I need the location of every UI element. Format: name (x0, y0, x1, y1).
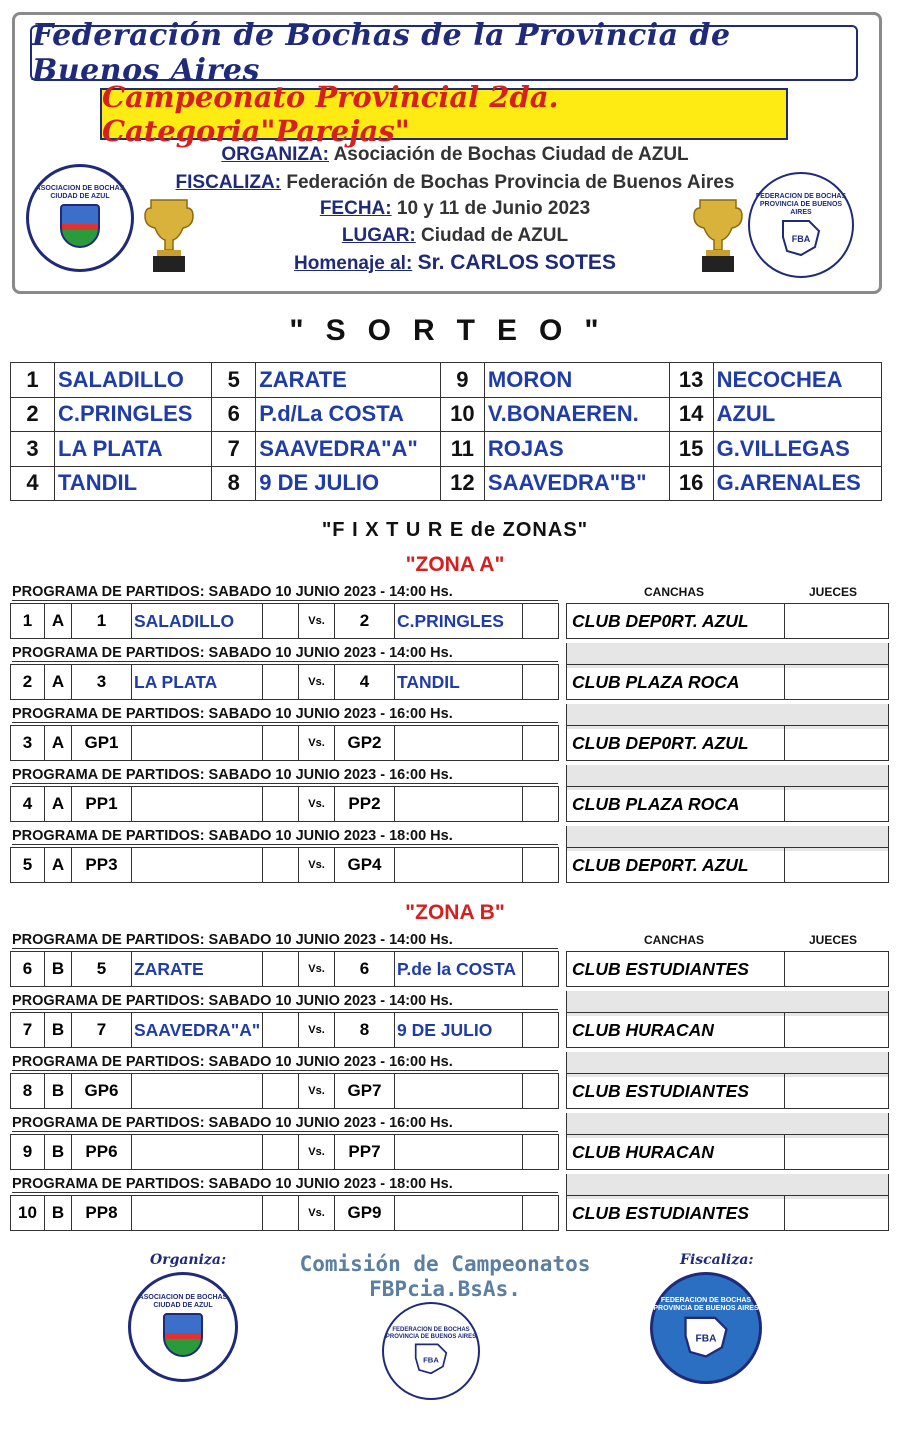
match-number: 9 (11, 1135, 45, 1169)
team1-score (263, 787, 299, 821)
homenaje-label: Homenaje al: (294, 253, 413, 274)
shield-icon (60, 204, 100, 248)
team2-code: GP7 (335, 1074, 395, 1108)
court-name: CLUB HURACAN (567, 1013, 785, 1047)
versus-label: Vs. (299, 952, 335, 986)
court-name: CLUB DEP0RT. AZUL (567, 604, 785, 638)
draw-team: SAAVEDRA"B" (484, 466, 669, 501)
jueces-header: JUECES (809, 585, 858, 599)
versus-label: Vs. (299, 1196, 335, 1230)
team2-name (395, 787, 523, 821)
team2-name (395, 1135, 523, 1169)
fiscaliza-value: Federación de Bochas Provincia de Buenos Aires (286, 172, 735, 193)
team1-code: 7 (72, 1013, 132, 1047)
team2-score (523, 848, 558, 882)
draw-team: SAAVEDRA"A" (256, 432, 441, 467)
court-cell (566, 603, 889, 639)
team1-name: SALADILLO (132, 604, 263, 638)
trophy-icon (143, 194, 195, 274)
judge-cell (785, 952, 888, 986)
team2-name: TANDIL (395, 665, 523, 699)
court-cell (566, 951, 889, 987)
fecha-label: FECHA: (319, 198, 392, 219)
match-zone: A (45, 848, 72, 882)
team1-score (263, 1196, 299, 1230)
match-row (10, 1012, 559, 1048)
trophy-icon (692, 194, 744, 274)
match-zone: B (45, 1013, 72, 1047)
footer-comision-logo (382, 1302, 480, 1400)
team1-name (132, 1135, 263, 1169)
team2-name (395, 1196, 523, 1230)
organiza-value: Asociación de Bochas Ciudad de AZUL (333, 144, 689, 165)
footer-federacion-logo-text: FEDERACION DE BOCHAS PROVINCIA DE BUENOS AIRES (653, 1297, 759, 1312)
court-cell (566, 1073, 889, 1109)
judge-cell (785, 787, 888, 821)
canchas-header: CANCHAS (644, 585, 704, 599)
court-name: CLUB DEP0RT. AZUL (567, 848, 785, 882)
province-map-icon (412, 1341, 450, 1375)
sorteo-row (11, 432, 882, 467)
match-number: 6 (11, 952, 45, 986)
svg-text:FBA: FBA (695, 1333, 717, 1345)
team1-code: PP8 (72, 1196, 132, 1230)
match-row (10, 603, 559, 639)
team2-code: GP4 (335, 848, 395, 882)
team1-code: GP1 (72, 726, 132, 760)
draw-team: G.VILLEGAS (713, 432, 881, 467)
fecha-value: 10 y 11 de Junio 2023 (396, 198, 591, 219)
footer-organiza-label: Organiza: (150, 1252, 227, 1268)
team2-name: C.PRINGLES (395, 604, 523, 638)
match-number: 3 (11, 726, 45, 760)
judge-cell (785, 1135, 888, 1169)
court-cell (566, 1012, 889, 1048)
match-row (10, 1195, 559, 1231)
match-row (10, 951, 559, 987)
team2-score (523, 1135, 558, 1169)
program-line: PROGRAMA DE PARTIDOS: SABADO 10 JUNIO 2023 - 16:00 Hs. (12, 1053, 558, 1071)
draw-team: MORON (484, 363, 669, 398)
team1-score (263, 952, 299, 986)
team1-score (263, 1074, 299, 1108)
program-line: PROGRAMA DE PARTIDOS: SABADO 10 JUNIO 2023 - 18:00 Hs. (12, 1175, 558, 1193)
program-line: PROGRAMA DE PARTIDOS: SABADO 10 JUNIO 2023 - 14:00 Hs. (12, 583, 558, 601)
sorteo-row (11, 397, 882, 432)
draw-team: TANDIL (55, 466, 212, 501)
team2-code: GP9 (335, 1196, 395, 1230)
team2-name (395, 1074, 523, 1108)
team2-name: P.de la COSTA (395, 952, 523, 986)
team1-code: 1 (72, 604, 132, 638)
federacion-bochas-logo (748, 172, 854, 278)
match-row (10, 664, 559, 700)
asociacion-azul-logo (26, 164, 134, 272)
team1-name: ZARATE (132, 952, 263, 986)
team1-score (263, 1013, 299, 1047)
program-line: PROGRAMA DE PARTIDOS: SABADO 10 JUNIO 2023 - 16:00 Hs. (12, 1114, 558, 1132)
team1-code: PP1 (72, 787, 132, 821)
draw-team: SALADILLO (55, 363, 212, 398)
judge-cell (785, 604, 888, 638)
court-cell (566, 847, 889, 883)
sorteo-table (10, 362, 882, 501)
match-zone: B (45, 1135, 72, 1169)
team2-code: 2 (335, 604, 395, 638)
judge-cell (785, 1074, 888, 1108)
program-line: PROGRAMA DE PARTIDOS: SABADO 10 JUNIO 2023 - 14:00 Hs. (12, 931, 558, 949)
draw-number: 8 (212, 466, 256, 501)
court-cell (566, 1134, 889, 1170)
match-row (10, 725, 559, 761)
comision-line-2: FBPcia.BsAs. (369, 1277, 521, 1301)
team2-score (523, 1074, 558, 1108)
team1-code: GP6 (72, 1074, 132, 1108)
team1-name (132, 1074, 263, 1108)
comision-line-1: Comisión de Campeonatos (299, 1252, 591, 1276)
team1-code: PP6 (72, 1135, 132, 1169)
draw-team: ROJAS (484, 432, 669, 467)
draw-number: 3 (11, 432, 55, 467)
footer-federacion-logo (650, 1272, 762, 1384)
draw-number: 11 (440, 432, 484, 467)
draw-number: 9 (440, 363, 484, 398)
team1-name (132, 1196, 263, 1230)
zona-a-title: "ZONA A" (405, 553, 505, 576)
organiza-label: ORGANIZA: (221, 144, 329, 165)
match-number: 2 (11, 665, 45, 699)
draw-number: 16 (669, 466, 713, 501)
province-map-icon (779, 217, 823, 257)
court-name: CLUB HURACAN (567, 1135, 785, 1169)
comision-campeonatos (280, 1252, 610, 1302)
footer-fiscaliza-label: Fiscaliza: (680, 1252, 754, 1268)
canchas-header: CANCHAS (644, 933, 704, 947)
draw-number: 1 (11, 363, 55, 398)
program-line: PROGRAMA DE PARTIDOS: SABADO 10 JUNIO 2023 - 18:00 Hs. (12, 827, 558, 845)
draw-number: 10 (440, 397, 484, 432)
team1-code: 5 (72, 952, 132, 986)
team2-name (395, 726, 523, 760)
team1-name (132, 787, 263, 821)
team1-name: SAAVEDRA"A" (132, 1013, 263, 1047)
team2-code: GP2 (335, 726, 395, 760)
team2-score (523, 604, 558, 638)
team1-score (263, 604, 299, 638)
team2-score (523, 665, 558, 699)
match-number: 4 (11, 787, 45, 821)
match-row (10, 1134, 559, 1170)
court-cell (566, 786, 889, 822)
court-cell (566, 664, 889, 700)
draw-number: 5 (212, 363, 256, 398)
match-number: 8 (11, 1074, 45, 1108)
sorteo-row (11, 466, 882, 501)
court-cell (566, 725, 889, 761)
shield-icon (163, 1313, 203, 1357)
judge-cell (785, 726, 888, 760)
team2-code: PP7 (335, 1135, 395, 1169)
draw-number: 2 (11, 397, 55, 432)
fiscaliza-label: FISCALIZA: (175, 172, 282, 193)
match-zone: A (45, 604, 72, 638)
versus-label: Vs. (299, 1013, 335, 1047)
draw-team: G.ARENALES (713, 466, 881, 501)
svg-text:FBA: FBA (791, 233, 811, 244)
svg-text:FBA: FBA (423, 1354, 439, 1364)
organiza-line (0, 144, 910, 166)
court-name: CLUB ESTUDIANTES (567, 1196, 785, 1230)
court-name: CLUB DEP0RT. AZUL (567, 726, 785, 760)
match-zone: A (45, 665, 72, 699)
team1-code: PP3 (72, 848, 132, 882)
federacion-bochas-logo-text: FEDERACION DE BOCHAS PROVINCIA DE BUENOS AIRES (755, 193, 847, 216)
match-number: 1 (11, 604, 45, 638)
court-name: CLUB PLAZA ROCA (567, 665, 785, 699)
judge-cell (785, 1196, 888, 1230)
team1-name: LA PLATA (132, 665, 263, 699)
match-zone: B (45, 1074, 72, 1108)
match-zone: A (45, 726, 72, 760)
team1-name (132, 726, 263, 760)
draw-number: 7 (212, 432, 256, 467)
sorteo-title: "SORTEO" (289, 314, 621, 347)
fixture-title: "F I X T U R E de ZONAS" (321, 519, 589, 541)
team2-score (523, 787, 558, 821)
team2-code: 6 (335, 952, 395, 986)
program-line: PROGRAMA DE PARTIDOS: SABADO 10 JUNIO 2023 - 14:00 Hs. (12, 644, 558, 662)
match-number: 5 (11, 848, 45, 882)
team2-code: 8 (335, 1013, 395, 1047)
court-name: CLUB PLAZA ROCA (567, 787, 785, 821)
championship-title: Campeonato Provincial 2da. Categoria"Parejas" (100, 88, 788, 140)
footer-asociacion-logo-text: ASOCIACION DE BOCHAS CIUDAD DE AZUL (138, 1294, 228, 1309)
court-name: CLUB ESTUDIANTES (567, 1074, 785, 1108)
court-cell (566, 1195, 889, 1231)
asociacion-azul-logo-text: ASOCIACION DE BOCHAS CIUDAD DE AZUL (35, 185, 125, 200)
versus-label: Vs. (299, 604, 335, 638)
team2-score (523, 726, 558, 760)
draw-team: LA PLATA (55, 432, 212, 467)
match-zone: B (45, 1196, 72, 1230)
lugar-value: Ciudad de AZUL (421, 225, 569, 246)
team2-score (523, 952, 558, 986)
draw-team: AZUL (713, 397, 881, 432)
draw-number: 12 (440, 466, 484, 501)
team2-code: 4 (335, 665, 395, 699)
draw-team: V.BONAEREN. (484, 397, 669, 432)
lugar-label: LUGAR: (341, 225, 416, 246)
draw-team: 9 DE JULIO (256, 466, 441, 501)
draw-number: 14 (669, 397, 713, 432)
judge-cell (785, 848, 888, 882)
match-row (10, 786, 559, 822)
versus-label: Vs. (299, 726, 335, 760)
versus-label: Vs. (299, 848, 335, 882)
team2-name (395, 848, 523, 882)
draw-team: NECOCHEA (713, 363, 881, 398)
zona-b-title: "ZONA B" (405, 901, 505, 924)
versus-label: Vs. (299, 1074, 335, 1108)
match-number: 10 (11, 1196, 45, 1230)
team1-score (263, 726, 299, 760)
versus-label: Vs. (299, 1135, 335, 1169)
team1-name (132, 848, 263, 882)
program-line: PROGRAMA DE PARTIDOS: SABADO 10 JUNIO 2023 - 14:00 Hs. (12, 992, 558, 1010)
federation-title: Federación de Bochas de la Provincia de Buenos Aires (30, 25, 858, 81)
versus-label: Vs. (299, 665, 335, 699)
footer-asociacion-logo (128, 1272, 238, 1382)
footer-comision-logo-text: FEDERACION DE BOCHAS PROVINCIA DE BUENOS AIRES (385, 1327, 477, 1340)
court-name: CLUB ESTUDIANTES (567, 952, 785, 986)
jueces-header: JUECES (809, 933, 858, 947)
draw-number: 15 (669, 432, 713, 467)
sorteo-row (11, 363, 882, 398)
match-number: 7 (11, 1013, 45, 1047)
province-map-icon (681, 1313, 731, 1359)
team1-score (263, 848, 299, 882)
match-row (10, 1073, 559, 1109)
judge-cell (785, 1013, 888, 1047)
draw-number: 13 (669, 363, 713, 398)
judge-cell (785, 665, 888, 699)
draw-number: 6 (212, 397, 256, 432)
team1-score (263, 665, 299, 699)
program-line: PROGRAMA DE PARTIDOS: SABADO 10 JUNIO 2023 - 16:00 Hs. (12, 705, 558, 723)
team1-score (263, 1135, 299, 1169)
team2-score (523, 1196, 558, 1230)
versus-label: Vs. (299, 787, 335, 821)
homenaje-value: Sr. CARLOS SOTES (417, 251, 616, 274)
draw-team: C.PRINGLES (55, 397, 212, 432)
team2-code: PP2 (335, 787, 395, 821)
team2-score (523, 1013, 558, 1047)
team2-name: 9 DE JULIO (395, 1013, 523, 1047)
match-zone: A (45, 787, 72, 821)
match-row (10, 847, 559, 883)
team1-code: 3 (72, 665, 132, 699)
match-zone: B (45, 952, 72, 986)
draw-number: 4 (11, 466, 55, 501)
draw-team: P.d/La COSTA (256, 397, 441, 432)
draw-team: ZARATE (256, 363, 441, 398)
program-line: PROGRAMA DE PARTIDOS: SABADO 10 JUNIO 2023 - 16:00 Hs. (12, 766, 558, 784)
